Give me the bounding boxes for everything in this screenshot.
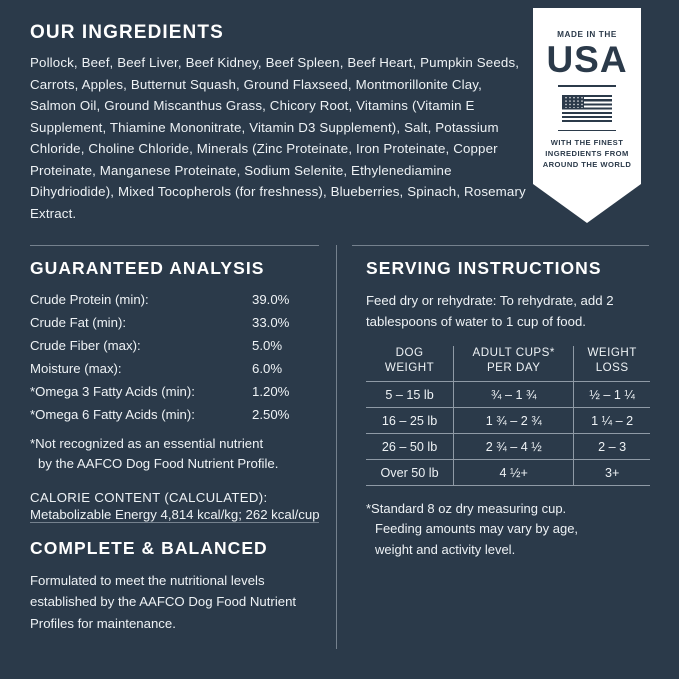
guaranteed-analysis-heading: GUARANTEED ANALYSIS bbox=[30, 258, 265, 278]
cell-adult-cups: 1 ¾ – 2 ¾ bbox=[454, 408, 574, 434]
divider-top-right bbox=[352, 245, 649, 246]
ga-label: Crude Protein (min): bbox=[30, 292, 149, 307]
header-line-2: PER DAY bbox=[486, 360, 541, 374]
table-row bbox=[30, 405, 326, 428]
table-row bbox=[30, 290, 326, 313]
table-row bbox=[30, 382, 326, 405]
divider-top-left bbox=[30, 245, 319, 246]
ga-label: Crude Fat (min): bbox=[30, 314, 126, 330]
table-row bbox=[366, 434, 650, 460]
badge-divider-top bbox=[558, 85, 616, 87]
cell-dog-weight: Over 50 lb bbox=[366, 460, 454, 486]
ga-value: 6.0% bbox=[252, 360, 283, 376]
header-line-1: WEIGHT bbox=[587, 346, 637, 360]
table-row bbox=[366, 408, 650, 434]
ga-value: 39.0% bbox=[252, 292, 290, 307]
guaranteed-analysis-note bbox=[30, 434, 326, 474]
header-line-2: WEIGHT bbox=[384, 360, 435, 374]
complete-balanced-section bbox=[30, 538, 330, 634]
guaranteed-analysis-table bbox=[30, 290, 326, 428]
badge-sub-line-2: INGREDIENTS FROM bbox=[545, 149, 629, 159]
table-header-row bbox=[366, 346, 650, 381]
ga-label: *Omega 6 Fatty Acids (min): bbox=[30, 406, 195, 422]
badge-usa-text: USA bbox=[546, 39, 628, 81]
column-header-weight-loss bbox=[574, 346, 650, 381]
calorie-content-value: Metabolizable Energy 4,814 kcal/kg; 262 kcal/cup bbox=[30, 507, 320, 523]
serving-instructions-section bbox=[366, 258, 656, 560]
ga-value: 1.20% bbox=[252, 383, 290, 399]
ga-label: Moisture (max): bbox=[30, 360, 122, 376]
table-row bbox=[30, 359, 326, 382]
ga-note-line-2: by the AAFCO Dog Food Nutrient Profile. bbox=[38, 455, 279, 471]
cell-adult-cups: 4 ½+ bbox=[454, 460, 574, 486]
cell-dog-weight: 5 – 15 lb bbox=[366, 382, 454, 408]
serving-footnote-line-3: weight and activity level. bbox=[375, 541, 516, 557]
cell-weight-loss: 3+ bbox=[574, 460, 650, 486]
cell-weight-loss: ½ – 1 ¼ bbox=[574, 382, 650, 408]
ingredients-heading: OUR INGREDIENTS bbox=[30, 22, 224, 43]
header-line-1: DOG bbox=[395, 346, 424, 360]
complete-balanced-heading: COMPLETE & BALANCED bbox=[30, 538, 268, 558]
made-in-usa-badge bbox=[533, 8, 641, 223]
guaranteed-analysis-section bbox=[30, 258, 326, 522]
feeding-chart-table bbox=[366, 346, 650, 486]
table-row bbox=[30, 313, 326, 336]
ingredients-section bbox=[30, 22, 530, 224]
table-row bbox=[366, 382, 650, 408]
cell-dog-weight: 26 – 50 lb bbox=[366, 434, 454, 460]
column-header-adult-cups bbox=[454, 346, 574, 381]
badge-sub-line-1: WITH THE FINEST bbox=[550, 138, 624, 148]
calorie-content-heading: CALORIE CONTENT (CALCULATED): bbox=[30, 490, 268, 506]
serving-footnote bbox=[366, 499, 656, 559]
ga-note-line-1: *Not recognized as an essential nutrient bbox=[30, 435, 264, 451]
ingredients-text: Pollock, Beef, Beef Liver, Beef Kidney, Beef Spleen, Beef Heart, Pumpkin Seeds, Carrots, Apples, Butternut Squash, Ground Flaxseed, Montmorillonite Clay, Salmon Oil, Ground Miscanthus Grass, Chicory Root, Vitamins (Vitamin E Supplement, Thiamine Mononitrate, Vitamin D3 Supplement), Salt, Potassium Chloride, Choline Chloride, Minerals (Zinc Proteinate, Iron Proteinate, Copper Proteinate, Manganese Proteinate, Sodium Selenite, Ethylenediamine Dihydriodide), Mixed Tocopherols (for freshness), Blueberries, Spinach, Rosemary Extract. bbox=[30, 55, 526, 221]
ga-value: 5.0% bbox=[252, 337, 283, 353]
ga-value: 33.0% bbox=[252, 314, 290, 330]
table-row bbox=[30, 336, 326, 359]
badge-sub-line-3: AROUND THE WORLD bbox=[542, 160, 632, 170]
serving-instructions-heading: SERVING INSTRUCTIONS bbox=[366, 258, 602, 278]
cell-weight-loss: 2 – 3 bbox=[574, 434, 650, 460]
cell-weight-loss: 1 ¼ – 2 bbox=[574, 408, 650, 434]
usa-flag-icon bbox=[562, 95, 612, 122]
serving-instructions-intro: Feed dry or rehydrate: To rehydrate, add 2 tablespoons of water to 1 cup of food. bbox=[366, 293, 614, 330]
ga-label: Crude Fiber (max): bbox=[30, 337, 141, 353]
divider-vertical bbox=[336, 245, 337, 649]
cell-adult-cups: ¾ – 1 ¾ bbox=[454, 382, 574, 408]
column-header-dog-weight bbox=[366, 346, 454, 381]
table-row bbox=[366, 460, 650, 486]
complete-balanced-text: Formulated to meet the nutritional levels established by the AAFCO Dog Food Nutrient Profiles for maintenance. bbox=[30, 573, 297, 631]
cell-adult-cups: 2 ¾ – 4 ½ bbox=[454, 434, 574, 460]
ga-label: *Omega 3 Fatty Acids (min): bbox=[30, 383, 195, 399]
badge-divider-bottom bbox=[558, 130, 616, 132]
cell-dog-weight: 16 – 25 lb bbox=[366, 408, 454, 434]
serving-footnote-line-2: Feeding amounts may vary by age, bbox=[375, 521, 579, 537]
header-line-2: LOSS bbox=[595, 360, 629, 374]
badge-made-in-the-text: MADE IN THE bbox=[557, 30, 617, 39]
serving-footnote-line-1: *Standard 8 oz dry measuring cup. bbox=[366, 501, 567, 517]
ga-value: 2.50% bbox=[252, 406, 290, 422]
header-line-1: ADULT CUPS* bbox=[472, 346, 555, 360]
